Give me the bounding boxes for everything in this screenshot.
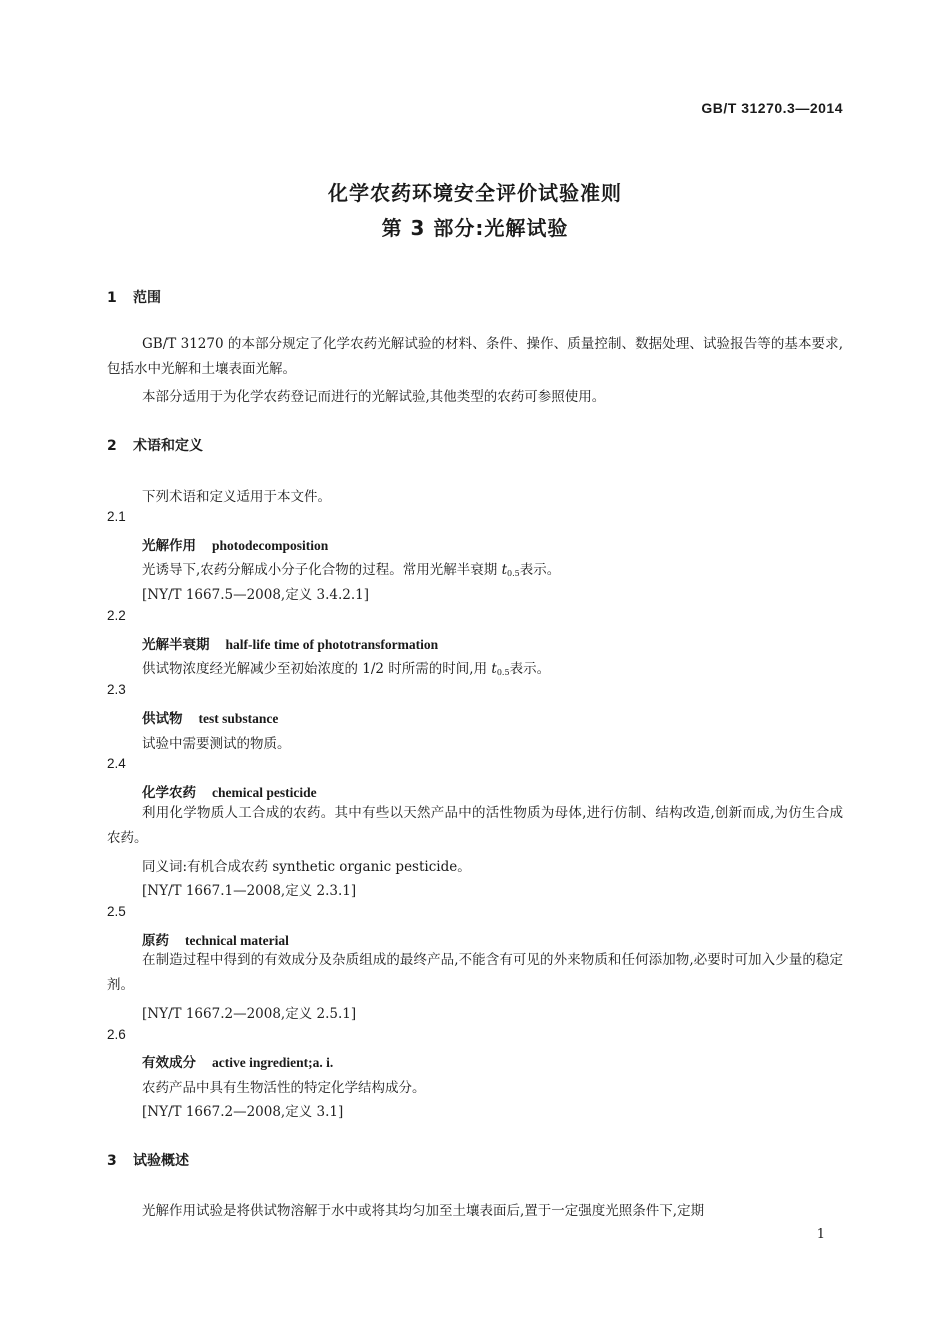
section-number: 2: [107, 438, 117, 454]
term-definition: 试验中需要测试的物质。: [142, 736, 291, 752]
term-cn: 化学农药: [142, 785, 196, 801]
half-life-subscript: 0.5: [507, 569, 520, 578]
half-life-subscript: 0.5: [496, 668, 510, 677]
term-definition: [142, 657, 550, 677]
term-heading: [142, 534, 328, 554]
term-number: 2.1: [107, 509, 126, 524]
document-subtitle: 第 3 部分:光解试验: [381, 216, 569, 240]
terms-intro: 下列术语和定义适用于本文件。: [142, 489, 331, 505]
term-definition: [142, 558, 560, 578]
term-cn: 供试物: [142, 711, 183, 727]
term-number: 2.3: [107, 682, 126, 697]
term-synonym: 同义词:有机合成农药 synthetic organic pesticide。: [142, 859, 471, 875]
term-number: 2.4: [107, 756, 126, 771]
term-definition: 农药产品中具有生物活性的特定化学结构成分。: [142, 1080, 426, 1096]
section-title: 试验概述: [133, 1153, 189, 1169]
term-number: 2.5: [107, 904, 126, 919]
term-cn: 有效成分: [142, 1055, 196, 1071]
section-number: 1: [107, 290, 117, 306]
term-reference: [NY/T 1667.2—2008,定义 3.1]: [142, 1104, 344, 1120]
section-heading-overview: [107, 1150, 189, 1170]
term-cn: 原药: [142, 933, 169, 949]
scope-paragraph-2: 本部分适用于为化学农药登记而进行的光解试验,其他类型的农药可参照使用。: [142, 389, 606, 405]
definition-text: 光诱导下,农药分解成小分子化合物的过程。常用光解半衰期: [142, 562, 502, 578]
term-heading: [142, 781, 317, 801]
term-en: photodecomposition: [212, 538, 329, 553]
term-en: active ingredient;a. i.: [212, 1055, 334, 1070]
term-number: 2.6: [107, 1027, 126, 1042]
section-title: 范围: [133, 290, 161, 306]
term-en: test substance: [198, 711, 279, 726]
term-heading: [142, 1051, 333, 1071]
half-life-symbol: t: [491, 661, 497, 677]
term-cn: 光解作用: [142, 538, 196, 554]
definition-text: 供试物浓度经光解减少至初始浓度的 1/2 时所需的时间,用: [142, 661, 492, 677]
term-heading: [142, 633, 438, 653]
page-number: 1: [816, 1227, 825, 1242]
term-reference: [NY/T 1667.2—2008,定义 2.5.1]: [142, 1006, 357, 1022]
term-en: technical material: [185, 933, 289, 948]
term-definition: 利用化学物质人工合成的农药。其中有些以天然产品中的活性物质为母体,进行仿制、结构改造,创新而成,为仿生合成农药。: [107, 805, 843, 846]
term-reference: [NY/T 1667.5—2008,定义 3.4.2.1]: [142, 587, 370, 603]
overview-paragraph: 光解作用试验是将供试物溶解于水中或将其均匀加至土壤表面后,置于一定强度光照条件下,定期: [142, 1203, 705, 1219]
term-definition: 在制造过程中得到的有效成分及杂质组成的最终产品,不能含有可见的外来物质和任何添加物,必要时可加入少量的稳定剂。: [107, 952, 843, 993]
section-heading-scope: [107, 287, 161, 307]
scope-paragraph-1: GB/T 31270 的本部分规定了化学农药光解试验的材料、条件、操作、质量控制、数据处理、试验报告等的基本要求,包括水中光解和土壤表面光解。: [107, 336, 843, 377]
term-heading: [142, 929, 289, 949]
definition-text: 表示。: [519, 562, 561, 578]
definition-text: 表示。: [509, 661, 551, 677]
standard-number: GB/T 31270.3—2014: [701, 100, 843, 116]
term-heading: [142, 707, 278, 727]
term-en: chemical pesticide: [212, 785, 317, 800]
half-life-symbol: t: [501, 562, 508, 578]
section-number: 3: [107, 1153, 117, 1169]
term-number: 2.2: [107, 608, 126, 623]
term-cn: 光解半衰期: [142, 637, 210, 653]
term-en: half-life time of phototransformation: [225, 637, 439, 652]
section-heading-terms: [107, 435, 203, 455]
document-title: 化学农药环境安全评价试验准则: [328, 181, 622, 205]
term-reference: [NY/T 1667.1—2008,定义 2.3.1]: [142, 883, 357, 899]
section-title: 术语和定义: [133, 438, 203, 454]
